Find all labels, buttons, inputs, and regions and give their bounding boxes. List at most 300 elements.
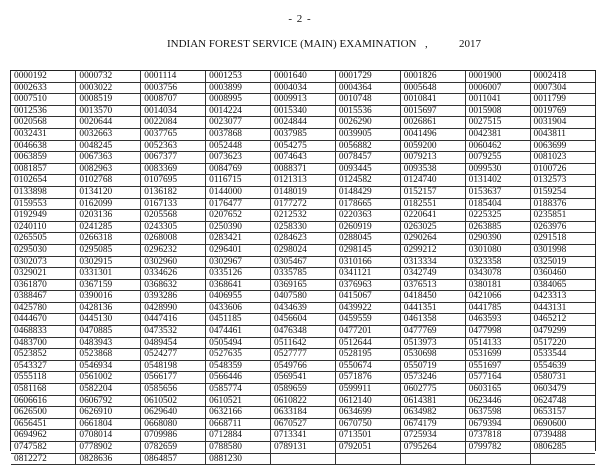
roll-number-cell: 0390016 (76, 291, 141, 303)
roll-number-cell: 0192949 (11, 210, 76, 222)
roll-number-cell: 0001826 (400, 71, 465, 82)
roll-number-cell: 0088371 (271, 163, 336, 175)
roll-number-cell: 0225325 (465, 210, 530, 222)
roll-number-cell: 0376513 (400, 279, 465, 291)
roll-number-cell: 0577164 (465, 372, 530, 384)
roll-number-cell: 0670750 (335, 418, 400, 430)
roll-number-cell: 0606792 (76, 395, 141, 407)
roll-number-cell: 0159553 (11, 198, 76, 210)
roll-number-cell: 0512644 (335, 337, 400, 349)
roll-number-cell: 0670527 (271, 418, 336, 430)
roll-number-cell: 0124582 (335, 175, 400, 187)
roll-number-cell: 0530698 (400, 349, 465, 361)
roll-number-cell: 0708014 (76, 430, 141, 442)
roll-number-cell: 0511642 (271, 337, 336, 349)
table-row (11, 279, 595, 291)
roll-number-cell: 0001900 (465, 71, 530, 82)
roll-number-cell: 0002418 (530, 71, 595, 82)
table-row (11, 418, 595, 430)
roll-number-cell: 0470885 (76, 326, 141, 338)
roll-number-cell: 0212532 (271, 210, 336, 222)
roll-number-cell: 0533544 (530, 349, 595, 361)
roll-number-cell: 0524277 (141, 349, 206, 361)
page-number: - 2 - (288, 13, 312, 25)
roll-number-cell: 0550719 (400, 360, 465, 372)
table-row (11, 407, 595, 419)
table-row (11, 244, 595, 256)
roll-number-cell (271, 453, 336, 465)
roll-number-cell: 0013570 (76, 105, 141, 117)
roll-number-cell: 0081857 (11, 163, 76, 175)
roll-number-cell: 0015340 (271, 105, 336, 117)
exam-title: INDIAN FOREST SERVICE (MAIN) EXAMINATION (167, 38, 417, 50)
roll-number-cell: 0380181 (465, 279, 530, 291)
roll-number-cell: 0633184 (271, 407, 336, 419)
roll-number-cell: 0007510 (11, 94, 76, 106)
roll-number-cell: 0121313 (271, 175, 336, 187)
roll-number-cell: 0011799 (530, 94, 595, 106)
roll-number-cell: 0468833 (11, 326, 76, 338)
roll-number-cell: 0477998 (465, 326, 530, 338)
roll-number-cell: 0250390 (206, 221, 271, 233)
roll-number-cell: 0019769 (530, 105, 595, 117)
table-row (11, 314, 595, 326)
roll-number-cell: 0298024 (271, 244, 336, 256)
roll-number-cell: 0240110 (11, 221, 76, 233)
roll-number-cell: 0004034 (271, 82, 336, 94)
roll-number-cell: 0623446 (465, 395, 530, 407)
roll-number-cell: 0548359 (206, 360, 271, 372)
roll-number-cell: 0131402 (465, 175, 530, 187)
roll-number-cell: 0003899 (206, 82, 271, 94)
roll-number-cell: 0549766 (271, 360, 336, 372)
roll-number-cell: 0133898 (11, 186, 76, 198)
roll-number-cell: 0032663 (76, 128, 141, 140)
roll-number-cell: 0263025 (400, 221, 465, 233)
roll-number-cell: 0465212 (530, 314, 595, 326)
roll-number-cell (465, 453, 530, 465)
roll-number-cell: 0074643 (271, 152, 336, 164)
roll-number-cell: 0632166 (206, 407, 271, 419)
document-header (0, 38, 600, 52)
roll-number-cell: 0634982 (400, 407, 465, 419)
roll-number-cell: 0828636 (76, 453, 141, 465)
roll-number-cell: 0220363 (335, 210, 400, 222)
roll-number-cell: 0451185 (206, 314, 271, 326)
roll-number-cell (530, 453, 595, 465)
roll-number-cell: 0102654 (11, 175, 76, 187)
roll-number-cell: 0291518 (530, 233, 595, 245)
roll-number-cell: 0015908 (465, 105, 530, 117)
roll-number-cell: 0415067 (335, 291, 400, 303)
roll-number-cell: 0661804 (76, 418, 141, 430)
roll-number-cell: 0288045 (335, 233, 400, 245)
roll-number-cell: 0434639 (271, 302, 336, 314)
roll-number-cell: 0388467 (11, 291, 76, 303)
roll-number-cell: 0585656 (141, 384, 206, 396)
roll-number-cell: 0569541 (271, 372, 336, 384)
table-row (11, 430, 595, 442)
roll-number-cell: 0020644 (76, 117, 141, 129)
roll-number-cell: 0026290 (335, 117, 400, 129)
roll-number-cell: 0012536 (11, 105, 76, 117)
table-row (11, 210, 595, 222)
roll-number-cell: 0612140 (335, 395, 400, 407)
roll-number-cell: 0093538 (400, 163, 465, 175)
roll-number-cell: 0041496 (400, 128, 465, 140)
roll-number-cell: 0637598 (465, 407, 530, 419)
roll-number-cell: 0003756 (141, 82, 206, 94)
roll-number-cell: 0081023 (530, 152, 595, 164)
roll-number-cell: 0000732 (76, 71, 141, 82)
roll-number-cell: 0571876 (335, 372, 400, 384)
roll-number-cell: 0483943 (76, 337, 141, 349)
roll-number-cell: 0263976 (530, 221, 595, 233)
roll-number-cell: 0881230 (206, 453, 271, 465)
roll-number-cell: 0523868 (76, 349, 141, 361)
table-row (11, 117, 595, 129)
roll-number-cell: 0084769 (206, 163, 271, 175)
table-row (11, 442, 595, 454)
roll-number-cell: 0313334 (400, 256, 465, 268)
roll-number-cell: 0079213 (400, 152, 465, 164)
table-row (11, 268, 595, 280)
roll-number-cell: 0056882 (335, 140, 400, 152)
title-separator: , (425, 38, 428, 50)
roll-number-cell: 0459559 (335, 314, 400, 326)
roll-number-cell: 0463593 (465, 314, 530, 326)
roll-number-cell: 0037985 (271, 128, 336, 140)
roll-number-cell: 0043811 (530, 128, 595, 140)
roll-number-cell: 0610521 (206, 395, 271, 407)
roll-number-cell: 0341121 (335, 268, 400, 280)
roll-number-cell: 0176477 (206, 198, 271, 210)
roll-number-cell: 0037765 (141, 128, 206, 140)
roll-number-cell: 0425780 (11, 302, 76, 314)
roll-number-cell: 0329021 (11, 268, 76, 280)
roll-number-cell: 0078457 (335, 152, 400, 164)
roll-number-cell: 0668711 (206, 418, 271, 430)
roll-number-cell: 0606616 (11, 395, 76, 407)
roll-number-cell: 0626500 (11, 407, 76, 419)
roll-number-cell: 0489454 (141, 337, 206, 349)
roll-number-cell: 0461358 (400, 314, 465, 326)
table-row (11, 372, 595, 384)
table-row (11, 349, 595, 361)
roll-number-cell: 0048245 (76, 140, 141, 152)
roll-number-cell: 0473532 (141, 326, 206, 338)
roll-number-cell: 0283421 (206, 233, 271, 245)
table-row (11, 105, 595, 117)
roll-number-cell: 0679394 (465, 418, 530, 430)
roll-number-cell: 0027515 (465, 117, 530, 129)
roll-number-cell: 0656451 (11, 418, 76, 430)
roll-number-cell: 0550674 (335, 360, 400, 372)
roll-number-cell: 0182551 (400, 198, 465, 210)
roll-number-cell: 0260919 (335, 221, 400, 233)
roll-number-cell: 0100726 (530, 163, 595, 175)
roll-number-table-container (10, 70, 596, 464)
roll-number-cell: 0063859 (11, 152, 76, 164)
roll-number-cell: 0205568 (141, 210, 206, 222)
table-row (11, 337, 595, 349)
roll-number-cell: 0331301 (76, 268, 141, 280)
roll-number-cell: 0026861 (400, 117, 465, 129)
roll-number-cell: 0603165 (465, 384, 530, 396)
roll-number-cell: 0185404 (465, 198, 530, 210)
roll-number-cell: 0220641 (400, 210, 465, 222)
roll-number-cell: 0148429 (335, 186, 400, 198)
roll-number-cell: 0153637 (465, 186, 530, 198)
roll-number-cell: 0806285 (530, 442, 595, 454)
roll-number-cell (335, 453, 400, 465)
roll-number-cell: 0001729 (335, 71, 400, 82)
roll-number-cell: 0447416 (141, 314, 206, 326)
roll-number-cell: 0265505 (11, 233, 76, 245)
roll-number-cell: 0039905 (335, 128, 400, 140)
roll-number-cell: 0159254 (530, 186, 595, 198)
roll-number-cell: 0001640 (271, 71, 336, 82)
roll-number-cell: 0712884 (206, 430, 271, 442)
roll-number-cell: 0178665 (335, 198, 400, 210)
roll-number-cell: 0037868 (206, 128, 271, 140)
roll-number-cell: 0010841 (400, 94, 465, 106)
roll-number-cell: 0505494 (206, 337, 271, 349)
roll-number-cell: 0099530 (465, 163, 530, 175)
roll-number-cell: 0008707 (141, 94, 206, 106)
roll-number-cell: 0054275 (271, 140, 336, 152)
roll-number-cell: 0000192 (11, 71, 76, 82)
roll-number-cell: 0002633 (11, 82, 76, 94)
roll-number-cell: 0305467 (271, 256, 336, 268)
roll-number-cell: 0599911 (335, 384, 400, 396)
roll-number-cell: 0008995 (206, 94, 271, 106)
roll-number-cell: 0441785 (465, 302, 530, 314)
roll-number-cell: 0582204 (76, 384, 141, 396)
roll-number-cell: 0093445 (335, 163, 400, 175)
roll-number-cell: 0116715 (206, 175, 271, 187)
table-row (11, 326, 595, 338)
table-row (11, 152, 595, 164)
roll-number-cell: 0009913 (271, 94, 336, 106)
roll-number-cell: 0296232 (141, 244, 206, 256)
roll-number-cell: 0713501 (335, 430, 400, 442)
roll-number-cell: 0360460 (530, 268, 595, 280)
table-row (11, 360, 595, 372)
roll-number-cell: 0001114 (141, 71, 206, 82)
roll-number-cell: 0384065 (530, 279, 595, 291)
roll-number-cell: 0148019 (271, 186, 336, 198)
roll-number-cell: 0235851 (530, 210, 595, 222)
roll-number-cell: 0602775 (400, 384, 465, 396)
roll-number-cell: 0737818 (465, 430, 530, 442)
roll-number-cell: 0335126 (206, 268, 271, 280)
roll-number-cell: 0747582 (11, 442, 76, 454)
roll-number-cell: 0629640 (141, 407, 206, 419)
roll-number-cell: 0634699 (335, 407, 400, 419)
roll-number-cell: 0799782 (465, 442, 530, 454)
roll-number-cell: 0167133 (141, 198, 206, 210)
roll-number-cell: 0083369 (141, 163, 206, 175)
roll-number-cell: 0063699 (530, 140, 595, 152)
table-row (11, 198, 595, 210)
roll-number-cell: 0782659 (141, 442, 206, 454)
roll-number-cell: 0102768 (76, 175, 141, 187)
roll-number-cell: 0443131 (530, 302, 595, 314)
roll-number-cell: 0513973 (400, 337, 465, 349)
roll-number-cell: 0406955 (206, 291, 271, 303)
roll-number-cell: 0132573 (530, 175, 595, 187)
roll-number-cell: 0006007 (465, 82, 530, 94)
roll-number-cell: 0302073 (11, 256, 76, 268)
roll-number-cell: 0441351 (400, 302, 465, 314)
roll-number-cell: 0007304 (530, 82, 595, 94)
exam-year: 2017 (459, 38, 481, 50)
roll-number-cell: 0566177 (141, 372, 206, 384)
roll-number-cell: 0603479 (530, 384, 595, 396)
roll-number-cell: 0551697 (465, 360, 530, 372)
roll-number-cell: 0060462 (465, 140, 530, 152)
roll-number-cell: 0428136 (76, 302, 141, 314)
roll-number-cell: 0610502 (141, 395, 206, 407)
roll-number-cell: 0024844 (271, 117, 336, 129)
roll-number-cell: 0082963 (76, 163, 141, 175)
roll-number-cell: 0268008 (141, 233, 206, 245)
roll-number-cell: 0610822 (271, 395, 336, 407)
roll-number-cell: 0290264 (400, 233, 465, 245)
table-row (11, 186, 595, 198)
roll-number-cell: 0407580 (271, 291, 336, 303)
roll-number-cell: 0011041 (465, 94, 530, 106)
roll-number-cell: 0439922 (335, 302, 400, 314)
roll-number-cell: 0295030 (11, 244, 76, 256)
roll-number-cell: 0014224 (206, 105, 271, 117)
roll-number-cell: 0134120 (76, 186, 141, 198)
roll-number-cell: 0585774 (206, 384, 271, 396)
roll-number-cell: 0258330 (271, 221, 336, 233)
roll-number-cell: 0107695 (141, 175, 206, 187)
roll-number-cell: 0243305 (141, 221, 206, 233)
roll-number-cell: 0162099 (76, 198, 141, 210)
roll-number-cell: 0302967 (206, 256, 271, 268)
roll-number-cell: 0299212 (400, 244, 465, 256)
roll-number-cell: 0010748 (335, 94, 400, 106)
roll-number-cell: 0528195 (335, 349, 400, 361)
roll-number-cell: 0433606 (206, 302, 271, 314)
roll-number-cell: 0334626 (141, 268, 206, 280)
roll-number-cell: 0015536 (335, 105, 400, 117)
roll-number-cell: 0188376 (530, 198, 595, 210)
roll-number-cell: 0042381 (465, 128, 530, 140)
roll-number-cell: 0020568 (11, 117, 76, 129)
roll-number-cell: 0423313 (530, 291, 595, 303)
roll-number-cell: 0177272 (271, 198, 336, 210)
roll-number-cell: 0393286 (141, 291, 206, 303)
roll-number-cell: 0015697 (400, 105, 465, 117)
roll-number-cell: 0296401 (206, 244, 271, 256)
roll-number-cell: 0444670 (11, 314, 76, 326)
roll-number-cell: 0709986 (141, 430, 206, 442)
roll-number-cell: 0073623 (206, 152, 271, 164)
roll-number-cell: 0367159 (76, 279, 141, 291)
table-row (11, 140, 595, 152)
roll-number-cell: 0342749 (400, 268, 465, 280)
table-row (11, 128, 595, 140)
roll-number-cell: 0052448 (206, 140, 271, 152)
roll-number-cell: 0022084 (141, 117, 206, 129)
roll-number-cell: 0527635 (206, 349, 271, 361)
roll-number-cell: 0241285 (76, 221, 141, 233)
roll-number-cell: 0003022 (76, 82, 141, 94)
roll-number-cell: 0079255 (465, 152, 530, 164)
roll-number-cell: 0014034 (141, 105, 206, 117)
roll-number-cell: 0323358 (465, 256, 530, 268)
roll-number-cell: 0032431 (11, 128, 76, 140)
roll-number-cell: 0361870 (11, 279, 76, 291)
roll-number-cell: 0864857 (141, 453, 206, 465)
roll-number-cell: 0031904 (530, 117, 595, 129)
roll-number-cell: 0474461 (206, 326, 271, 338)
roll-number-cell: 0789131 (271, 442, 336, 454)
roll-number-cell: 0295085 (76, 244, 141, 256)
table-row (11, 71, 595, 82)
roll-number-cell: 0124740 (400, 175, 465, 187)
table-row (11, 175, 595, 187)
roll-number-cell: 0653157 (530, 407, 595, 419)
roll-number-cell: 0136182 (141, 186, 206, 198)
roll-number-cell: 0263885 (465, 221, 530, 233)
table-row (11, 395, 595, 407)
roll-number-cell: 0301080 (465, 244, 530, 256)
roll-number-cell: 0614381 (400, 395, 465, 407)
roll-number-cell: 0523852 (11, 349, 76, 361)
roll-number-cell: 0690600 (530, 418, 595, 430)
roll-number-cell: 0589659 (271, 384, 336, 396)
roll-number-cell: 0626910 (76, 407, 141, 419)
roll-number-cell: 0725934 (400, 430, 465, 442)
roll-number-cell: 0483700 (11, 337, 76, 349)
roll-number-cell: 0580731 (530, 372, 595, 384)
roll-number-cell: 0566446 (206, 372, 271, 384)
table-row (11, 384, 595, 396)
table-row (11, 233, 595, 245)
roll-number-cell: 0479299 (530, 326, 595, 338)
roll-number-cell: 0812272 (11, 453, 76, 465)
roll-number-cell: 0207652 (206, 210, 271, 222)
roll-number-cell: 0266318 (76, 233, 141, 245)
roll-number-cell: 0674179 (400, 418, 465, 430)
roll-number-cell: 0514133 (465, 337, 530, 349)
roll-number-cell: 0792051 (335, 442, 400, 454)
roll-number-cell: 0713341 (271, 430, 336, 442)
roll-number-cell: 0203136 (76, 210, 141, 222)
roll-number-cell: 0023077 (206, 117, 271, 129)
roll-number-cell: 0561002 (76, 372, 141, 384)
roll-number-cell: 0624748 (530, 395, 595, 407)
roll-number-cell: 0325019 (530, 256, 595, 268)
roll-number-cell: 0421066 (465, 291, 530, 303)
roll-number-cell: 0548198 (141, 360, 206, 372)
roll-number-cell: 0477769 (400, 326, 465, 338)
roll-number-cell: 0694962 (11, 430, 76, 442)
roll-number-cell: 0302960 (141, 256, 206, 268)
roll-number-cell: 0543327 (11, 360, 76, 372)
roll-number-cell (400, 453, 465, 465)
roll-number-cell: 0368641 (206, 279, 271, 291)
roll-number-cell: 0546934 (76, 360, 141, 372)
roll-number-cell: 0788580 (206, 442, 271, 454)
roll-number-cell: 0368632 (141, 279, 206, 291)
